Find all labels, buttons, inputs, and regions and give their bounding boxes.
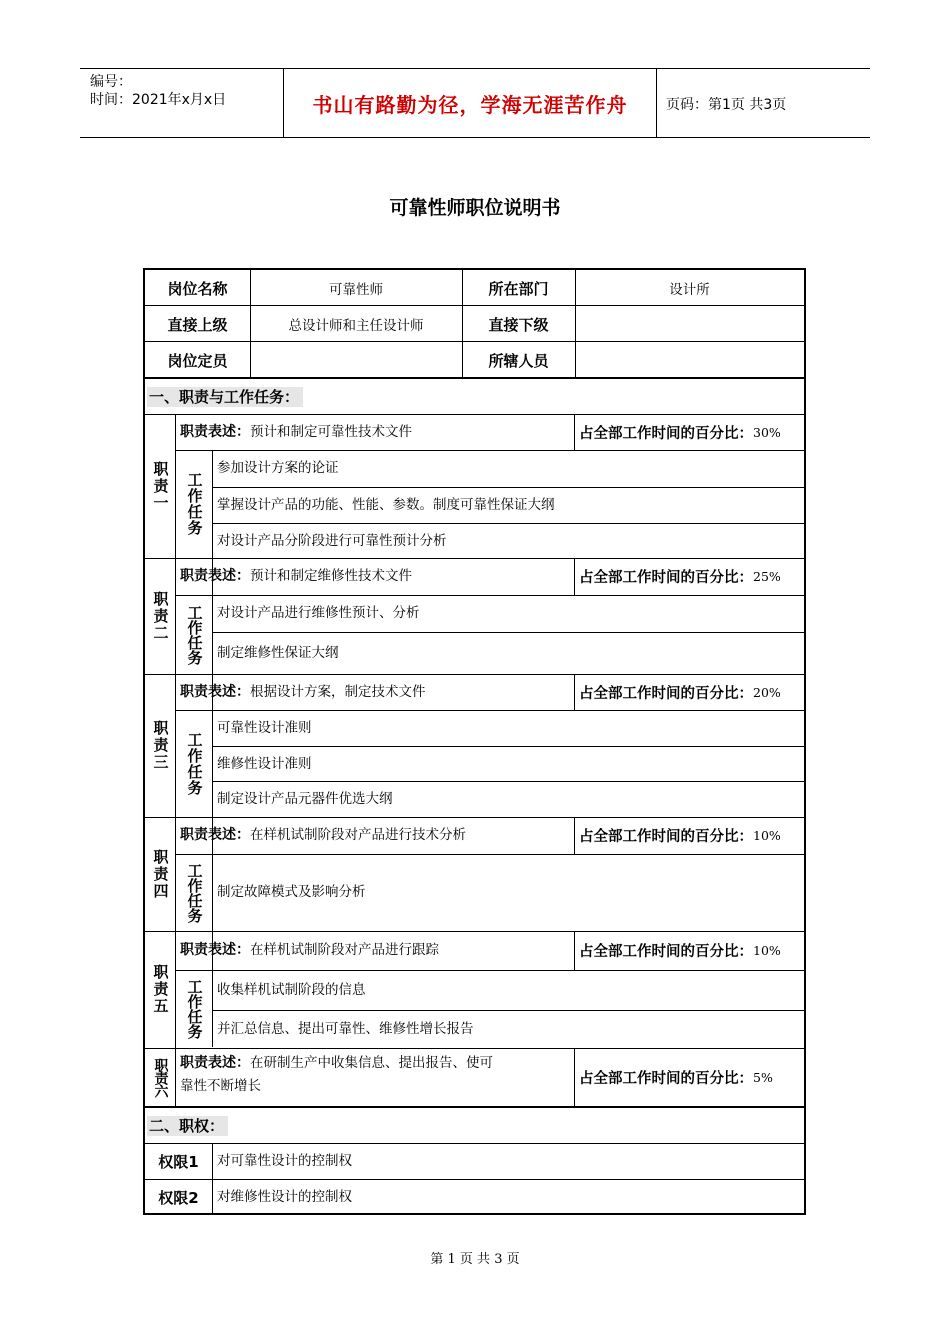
duty-5-task-label: 工作任务	[185, 979, 204, 1039]
subordinate-value	[575, 306, 804, 342]
duty-1-task-1: 参加设计方案的论证	[217, 460, 339, 476]
superior-label: 直接上级	[167, 315, 228, 334]
number-label: 编号：	[90, 74, 132, 90]
duty-2-name: 职责二	[151, 590, 170, 642]
duty-4-task-label: 工作任务	[185, 862, 204, 923]
duty-6-desc: 职责表述：在研制生产中收集信息、提出报告、使可 靠性不断增长	[180, 1055, 493, 1094]
page-footer: 第 1 页 共 3 页	[430, 1252, 520, 1267]
duty-3-task-3: 制定设计产品元器件优选大纲	[217, 791, 393, 807]
department-value: 设计所	[669, 282, 710, 298]
duty-6-name: 职责六	[152, 1058, 169, 1097]
staff-value	[575, 342, 804, 378]
duty-2-desc: 职责表述： 预计和制定维修性技术文件	[180, 568, 412, 584]
duty-4-task-1: 制定故障模式及影响分析	[217, 884, 366, 900]
duty-2-task-2: 制定维修性保证大纲	[217, 645, 339, 661]
right-2-label: 权限2	[158, 1189, 199, 1207]
duty-2-task-label: 工作任务	[185, 604, 204, 665]
duty-5-task-1: 收集样机试制阶段的信息	[217, 981, 366, 998]
page-header	[80, 68, 870, 138]
duty-4-desc: 职责表述： 在样机试制阶段对产品进行技术分析	[180, 827, 466, 843]
document-title: 可靠性师职位说明书	[389, 197, 561, 219]
duty-1-name: 职责一	[151, 460, 170, 512]
duty-5-task-2: 并汇总信息、提出可靠性、维修性增长报告	[217, 1021, 474, 1037]
duty-1-pct: 占全部工作时间的百分比： 30%	[579, 424, 781, 442]
header-page-cell	[656, 69, 870, 137]
duty-4-pct: 占全部工作时间的百分比： 10%	[579, 828, 781, 845]
department-label: 所在部门	[488, 279, 549, 298]
duty-1-task-3: 对设计产品分阶段进行可靠性预计分析	[217, 532, 447, 549]
duty-3-task-label: 工作任务	[185, 731, 204, 796]
quota-label: 岗位定员	[167, 351, 228, 370]
header-motto-cell	[283, 69, 657, 137]
right-2-value: 对维修性设计的控制权	[217, 1189, 352, 1205]
right-1-label: 权限1	[158, 1152, 199, 1171]
duty-2-task-1: 对设计产品进行维修性预计、分析	[217, 605, 420, 621]
duty-3-task-2: 维修性设计准则	[217, 755, 312, 772]
quota-value	[250, 342, 462, 378]
duty-3-task-1: 可靠性设计准则	[217, 719, 312, 736]
page-label: 页码：第1页 共3页	[666, 97, 787, 113]
duty-1-task-label: 工作任务	[185, 472, 204, 536]
duty-3-desc: 职责表述： 根据设计方案，制定技术文件	[180, 683, 426, 700]
duty-1-task-2: 掌握设计产品的功能、性能、参数。制度可靠性保证大纲	[217, 497, 555, 513]
duty-6-pct: 占全部工作时间的百分比： 5%	[579, 1070, 773, 1087]
duty-5-name: 职责五	[151, 964, 170, 1015]
subordinate-label: 直接下级	[488, 315, 549, 334]
duty-3-name: 职责三	[151, 720, 170, 771]
position-name-label: 岗位名称	[167, 279, 228, 298]
duty-3-pct: 占全部工作时间的百分比： 20%	[579, 684, 781, 702]
duty-2-pct: 占全部工作时间的百分比： 25%	[579, 569, 781, 586]
header-meta	[80, 69, 283, 137]
duty-5-pct: 占全部工作时间的百分比： 10%	[579, 943, 781, 960]
section-rights-heading: 二、职权：	[147, 1115, 547, 1139]
job-description-table	[143, 268, 806, 1215]
staff-label: 所辖人员	[488, 351, 549, 370]
time-label: 时间：2021年x月x日	[90, 92, 227, 108]
position-name-value: 可靠性师	[329, 282, 383, 298]
duty-4-name: 职责四	[151, 848, 170, 900]
motto: 书山有路勤为径，学海无涯苦作舟	[312, 93, 628, 117]
right-1-value: 对可靠性设计的控制权	[217, 1152, 352, 1169]
duty-1-desc: 职责表述： 预计和制定可靠性技术文件	[180, 423, 412, 440]
superior-value: 总设计师和主任设计师	[288, 318, 424, 334]
section-duties-heading: 一、职责与工作任务：	[147, 386, 547, 410]
duty-5-desc: 职责表述： 在样机试制阶段对产品进行跟踪	[180, 942, 439, 958]
